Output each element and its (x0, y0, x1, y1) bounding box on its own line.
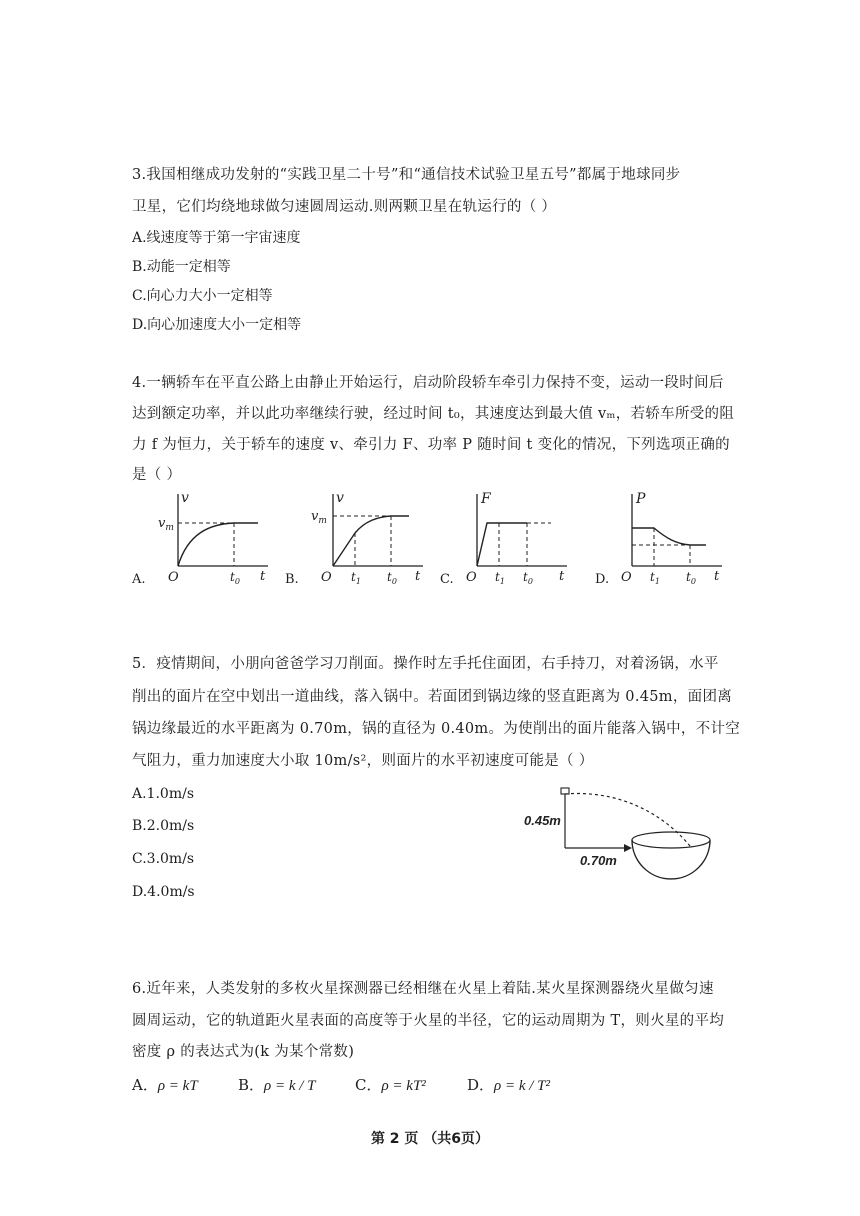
q3-option-b: B.动能一定相等 (132, 259, 231, 275)
t0-label: $t_0$ (387, 570, 397, 586)
t1-label: $t_1$ (351, 570, 361, 586)
svg-text:O: O (168, 570, 179, 585)
svg-text:F: F (481, 491, 491, 507)
svg-text:t: t (415, 569, 421, 584)
q4-graph-a (150, 488, 280, 588)
svg-text:v: v (336, 490, 344, 506)
distance-label: 0.70m (580, 853, 617, 868)
t0-label: $t_0$ (230, 570, 240, 586)
svg-text:t: t (559, 569, 565, 584)
t0-label: $t_0$ (686, 570, 696, 586)
svg-text:O: O (621, 570, 632, 585)
q5-option-b: B.2.0m/s (132, 818, 195, 834)
q3-stem-line-2: 卫星，它们均绕地球做匀速圆周运动.则两颗卫星在轨运行的（ ） (132, 199, 557, 215)
q3-option-d: D.向心加速度大小一定相等 (132, 317, 302, 333)
height-label: 0.45m (524, 813, 561, 828)
q4-option-b-label: B. (285, 572, 299, 587)
svg-text:P: P (636, 491, 646, 507)
svg-text:t: t (714, 569, 720, 584)
q6-option-a: A．ρ = kT (132, 1076, 198, 1094)
svg-text:t: t (260, 569, 266, 584)
q6-option-d: D．ρ = k / T² (467, 1076, 551, 1094)
q5-option-a: A.1.0m/s (132, 786, 195, 802)
vm-label: $v_m$ (311, 509, 327, 526)
q5-pot-figure (520, 780, 720, 890)
q5-option-d: D.4.0m/s (132, 884, 195, 900)
q4-graph-d (610, 488, 740, 588)
q4-option-a-label: A. (132, 572, 146, 587)
q4-stem-line-2: 达到额定功率，并以此功率继续行驶，经过时间 t₀，其速度达到最大值 vₘ，若轿车所受的阻 (132, 406, 735, 422)
q5-option-c: C.3.0m/s (132, 851, 195, 867)
q4-graph-b (305, 488, 435, 588)
t1-label: $t_1$ (495, 570, 505, 586)
q3-option-c: C.向心力大小一定相等 (132, 288, 273, 304)
q6-stem-line-2: 圆周运动，它的轨道距火星表面的高度等于火星的半径，它的运动周期为 T，则火星的平均 (132, 1013, 725, 1029)
q6-stem-line-1: 6.近年来，人类发射的多枚火星探测器已经相继在火星上着陆.某火星探测器绕火星做匀速 (132, 981, 714, 997)
q4-stem-line-1: 4.一辆轿车在平直公路上由静止开始运行，启动阶段轿车牵引力保持不变，运动一段时间后 (132, 375, 724, 391)
q3-option-a: A.线速度等于第一宇宙速度 (132, 230, 301, 246)
q5-stem-line-3: 锅边缘最近的水平距离为 0.70m，锅的直径为 0.40m。为使削出的面片能落入锅中，不计空 (132, 721, 741, 737)
q5-stem-line-2: 削出的面片在空中划出一道曲线，落入锅中。若面团到锅边缘的竖直距离为 0.45m，面团离 (132, 689, 733, 705)
q3-stem-line-1: 3.我国相继成功发射的“实践卫星二十号”和“通信技术试验卫星五号”都属于地球同步 (132, 167, 681, 183)
t0-label: $t_0$ (523, 570, 533, 586)
svg-text:O: O (321, 570, 332, 585)
page-footer: 第 2 页 （共6页） (370, 1131, 490, 1147)
q5-stem-line-1: 5．疫情期间，小朋向爸爸学习刀削面。操作时左手托住面团，右手持刀，对着汤锅，水平 (132, 656, 719, 672)
q6-stem-line-3: 密度 ρ 的表达式为(k 为某个常数) (132, 1044, 355, 1060)
q4-option-c-label: C. (440, 572, 454, 587)
q4-option-d-label: D. (595, 572, 610, 587)
q4-stem-line-3: 力 f 为恒力，关于轿车的速度 v、牵引力 F、功率 P 随时间 t 变化的情况，下列选项正确的 (132, 437, 730, 453)
svg-text:v: v (181, 490, 189, 506)
q4-graph-c (455, 488, 585, 588)
q4-stem-line-4: 是（ ） (132, 467, 182, 483)
svg-text:O: O (466, 570, 477, 585)
q5-stem-line-4: 气阻力，重力加速度大小取 10m/s²，则面片的水平初速度可能是（ ） (132, 753, 594, 769)
t1-label: $t_1$ (650, 570, 660, 586)
q6-option-b: B．ρ = k / T (238, 1076, 316, 1094)
q6-option-c: C．ρ = kT² (355, 1076, 426, 1094)
vm-label: $v_m$ (158, 516, 174, 533)
